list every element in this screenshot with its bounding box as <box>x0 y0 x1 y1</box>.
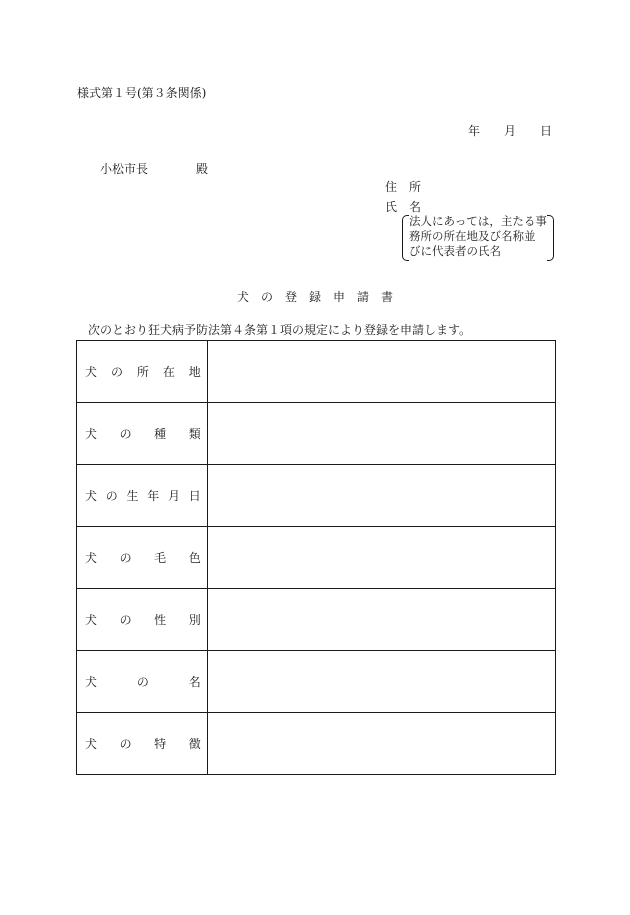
row-label-char: 徴 <box>188 737 201 751</box>
table-row <box>77 403 556 465</box>
row-label-cell <box>77 465 208 527</box>
row-label-char: の <box>119 613 132 627</box>
row-label-cell <box>77 713 208 775</box>
date-line: 年 月 日 <box>468 124 553 138</box>
row-label-char: 犬 <box>85 365 98 379</box>
row-value-field[interactable] <box>207 527 555 589</box>
corporate-note <box>402 215 554 259</box>
row-label <box>77 425 207 442</box>
row-label-char: 地 <box>188 365 201 379</box>
row-label-cell <box>77 651 208 713</box>
address-label: 住 所 <box>385 180 422 194</box>
row-label-char: の <box>119 427 132 441</box>
note-line: 法人にあっては，主たる事 <box>409 214 547 228</box>
registration-table <box>76 340 556 775</box>
table-row <box>77 527 556 589</box>
row-label-char: 特 <box>154 737 167 751</box>
row-label-char: 犬 <box>85 489 98 503</box>
row-value-field[interactable] <box>207 589 555 651</box>
form-number: 様式第１号(第３条関係) <box>77 86 207 100</box>
row-label <box>77 487 207 504</box>
note-line: びに代表者の氏名 <box>409 244 501 258</box>
row-label-char: 性 <box>154 613 167 627</box>
row-label-char: 所 <box>136 365 149 379</box>
row-label-char: の <box>110 365 123 379</box>
row-label-char: 生 <box>126 489 139 503</box>
row-label-char: 年 <box>147 489 160 503</box>
row-label-cell <box>77 589 208 651</box>
bracket-right <box>547 215 554 261</box>
row-label-cell <box>77 403 208 465</box>
row-label-char: 犬 <box>85 613 98 627</box>
row-label-char: 犬 <box>85 675 98 689</box>
row-label-char: の <box>136 675 149 689</box>
row-label <box>77 673 207 690</box>
row-label-char: 犬 <box>85 737 98 751</box>
row-label-char: の <box>119 551 132 565</box>
bracket-left <box>402 215 409 261</box>
row-label-char: 色 <box>188 551 201 565</box>
row-label-char: 犬 <box>85 551 98 565</box>
table-row <box>77 713 556 775</box>
row-label <box>77 735 207 752</box>
row-value-field[interactable] <box>207 403 555 465</box>
table-row <box>77 341 556 403</box>
document-title: 犬 の 登 録 申 請 書 <box>236 290 393 304</box>
row-value-field[interactable] <box>207 465 555 527</box>
row-label-char: の <box>119 737 132 751</box>
note-line: 務所の所在地及び名称並 <box>409 229 536 243</box>
row-label-char: 別 <box>188 613 201 627</box>
row-label <box>77 611 207 628</box>
table-row <box>77 465 556 527</box>
row-label-char: 名 <box>188 675 201 689</box>
row-label <box>77 363 207 380</box>
addressee: 小松市長 殿 <box>100 162 209 176</box>
row-label-char: 在 <box>162 365 175 379</box>
row-label-char: 日 <box>188 489 201 503</box>
table-row <box>77 651 556 713</box>
row-value-field[interactable] <box>207 341 555 403</box>
row-label-char: 類 <box>188 427 201 441</box>
name-label: 氏 名 <box>385 200 422 214</box>
row-label-cell <box>77 341 208 403</box>
table-row <box>77 589 556 651</box>
row-value-field[interactable] <box>207 651 555 713</box>
intro-text: 次のとおり狂犬病予防法第４条第１項の規定により登録を申請します。 <box>88 323 472 337</box>
row-label-char: 毛 <box>154 551 167 565</box>
row-label-char: 月 <box>168 489 181 503</box>
row-label-char: 犬 <box>85 427 98 441</box>
row-label-cell <box>77 527 208 589</box>
row-label-char: の <box>105 489 118 503</box>
row-value-field[interactable] <box>207 713 555 775</box>
corporate-note-text <box>409 214 551 259</box>
row-label <box>77 549 207 566</box>
row-label-char: 種 <box>154 427 167 441</box>
